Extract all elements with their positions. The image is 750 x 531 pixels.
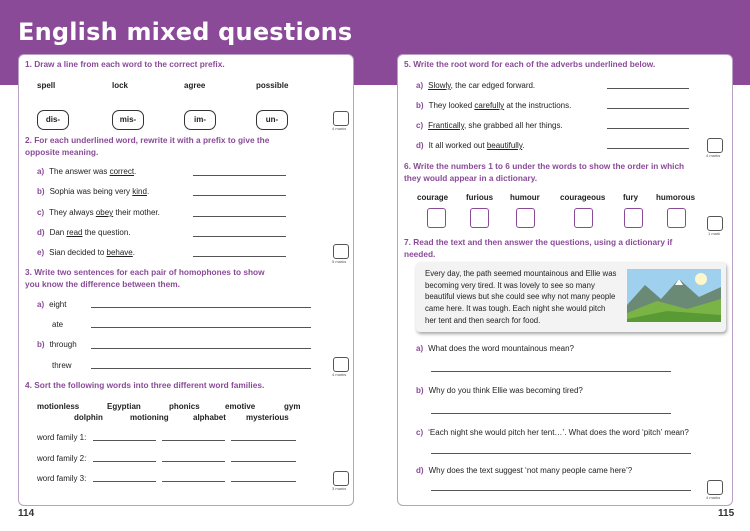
q7-item-b: b) Why do you think Ellie was becoming tired? [416, 386, 583, 395]
answer-line[interactable] [193, 175, 286, 176]
marks-label: 4 marks [706, 495, 721, 500]
marks-box[interactable] [707, 216, 723, 231]
answer-line[interactable] [193, 236, 286, 237]
q2-item-e: e) Sian decided to behave. [37, 248, 135, 257]
prefix-box[interactable]: dis- [37, 110, 69, 130]
q7-item-a: a) What does the word mountainous mean? [416, 344, 574, 353]
page-number-right: 115 [718, 508, 735, 519]
question-1: 1. Draw a line from each word to the correct prefix. [25, 59, 225, 69]
answer-line[interactable] [91, 368, 311, 369]
q1-word: spell [37, 81, 56, 90]
marks-label: 1 mark [708, 231, 721, 236]
marks-label: 3 marks [332, 486, 347, 491]
prefix-box[interactable]: mis- [112, 110, 144, 130]
answer-line[interactable] [607, 128, 689, 129]
answer-line[interactable] [231, 461, 296, 462]
q7-item-d: d) Why does the text suggest ‘not many people came here’? [416, 466, 633, 475]
number-box[interactable] [574, 208, 593, 228]
number-box[interactable] [516, 208, 535, 228]
q4-word: motionless [37, 402, 80, 411]
q3-word: ate [52, 320, 64, 329]
word-family-label: word family 1: [37, 433, 87, 442]
answer-line[interactable] [162, 461, 225, 462]
prefix-box[interactable]: un- [256, 110, 288, 130]
answer-line[interactable] [91, 327, 311, 328]
answer-line[interactable] [231, 481, 296, 482]
number-box[interactable] [667, 208, 686, 228]
word-family-label: word family 2: [37, 454, 87, 463]
prefix-box[interactable]: im- [184, 110, 216, 130]
q2-item-d: d) Dan read the question. [37, 228, 131, 237]
answer-line[interactable] [607, 148, 689, 149]
q3-word: threw [52, 361, 72, 370]
marks-box[interactable] [333, 111, 349, 126]
answer-line[interactable] [193, 195, 286, 196]
q4-word: mysterious [246, 413, 289, 422]
q5-item-a: a) Slowly, the car edged forward. [416, 81, 536, 90]
word-family-label: word family 3: [37, 474, 87, 483]
answer-line[interactable] [91, 348, 311, 349]
mountain-landscape-image [627, 269, 721, 322]
question-4: 4. Sort the following words into three different word families. [25, 380, 265, 390]
q4-word: gym [284, 402, 301, 411]
answer-line[interactable] [607, 108, 689, 109]
q4-word: phonics [169, 402, 200, 411]
q4-word: dolphin [74, 413, 103, 422]
page-number-left: 114 [18, 508, 35, 519]
question-5: 5. Write the root word for each of the adverbs underlined below. [404, 59, 656, 69]
q1-word: possible [256, 81, 289, 90]
marks-label: 4 marks [706, 153, 721, 158]
number-box[interactable] [624, 208, 643, 228]
answer-line[interactable] [193, 256, 286, 257]
q5-item-d: d) It all worked out beautifully. [416, 141, 525, 150]
answer-line[interactable] [231, 440, 296, 441]
answer-line[interactable] [193, 216, 286, 217]
answer-line[interactable] [431, 413, 671, 414]
answer-line[interactable] [93, 481, 156, 482]
q4-word: Egyptian [107, 402, 141, 411]
q3-pair-b: b) through [37, 340, 77, 349]
q3-pair-a: a) eight [37, 300, 67, 309]
marks-label: 4 marks [332, 372, 347, 377]
answer-line[interactable] [162, 440, 225, 441]
q6-word: courage [417, 193, 449, 202]
answer-line[interactable] [93, 461, 156, 462]
answer-line[interactable] [431, 490, 691, 491]
q6-word: furious [466, 193, 494, 202]
q2-item-c: c) They always obey their mother. [37, 208, 160, 217]
marks-label: 5 marks [332, 259, 347, 264]
marks-label: 4 marks [332, 126, 347, 131]
marks-box[interactable] [333, 471, 349, 486]
question-7: 7. Read the text and then answer the questions, using a dictionary if needed. [404, 237, 673, 259]
question-2: 2. For each underlined word, rewrite it with a prefix to give the opposite meaning. [25, 135, 270, 157]
q6-word: humorous [656, 193, 696, 202]
answer-line[interactable] [431, 453, 691, 454]
q4-word: alphabet [193, 413, 226, 422]
number-box[interactable] [470, 208, 489, 228]
answer-line[interactable] [91, 307, 311, 308]
q7-item-c: c) ‘Each night she would pitch her tent…’. What does the word ‘pitch’ mean? [416, 428, 689, 437]
question-6: 6. Write the numbers 1 to 6 under the words to show the order in which they would appear in a dictionary. [404, 161, 685, 183]
q5-item-c: c) Frantically, she grabbed all her things. [416, 121, 563, 130]
q6-word: fury [623, 193, 639, 202]
answer-line[interactable] [431, 371, 671, 372]
page-title: English mixed questions [18, 18, 353, 46]
marks-box[interactable] [333, 357, 349, 372]
marks-box[interactable] [707, 480, 723, 495]
marks-box[interactable] [707, 138, 723, 153]
question-3: 3. Write two sentences for each pair of homophones to show you know the difference between them. [25, 267, 265, 289]
q6-word: courageous [560, 193, 606, 202]
q6-word: humour [510, 193, 540, 202]
q5-item-b: b) They looked carefully at the instructions. [416, 101, 572, 110]
reading-passage: Every day, the path seemed mountainous and Ellie was becoming very tired. It was lovely to see so many beautiful views but she could see why not many people came here. It was tough. Each night she would pitch her tent and then search for food. [425, 269, 617, 325]
answer-line[interactable] [607, 88, 689, 89]
q2-item-a: a) The answer was correct. [37, 167, 137, 176]
number-box[interactable] [427, 208, 446, 228]
q2-item-b: b) Sophia was being very kind. [37, 187, 150, 196]
q4-word: emotive [225, 402, 256, 411]
q1-word: lock [112, 81, 129, 90]
answer-line[interactable] [93, 440, 156, 441]
q4-word: motioning [130, 413, 169, 422]
q1-word: agree [184, 81, 206, 90]
answer-line[interactable] [162, 481, 225, 482]
marks-box[interactable] [333, 244, 349, 259]
